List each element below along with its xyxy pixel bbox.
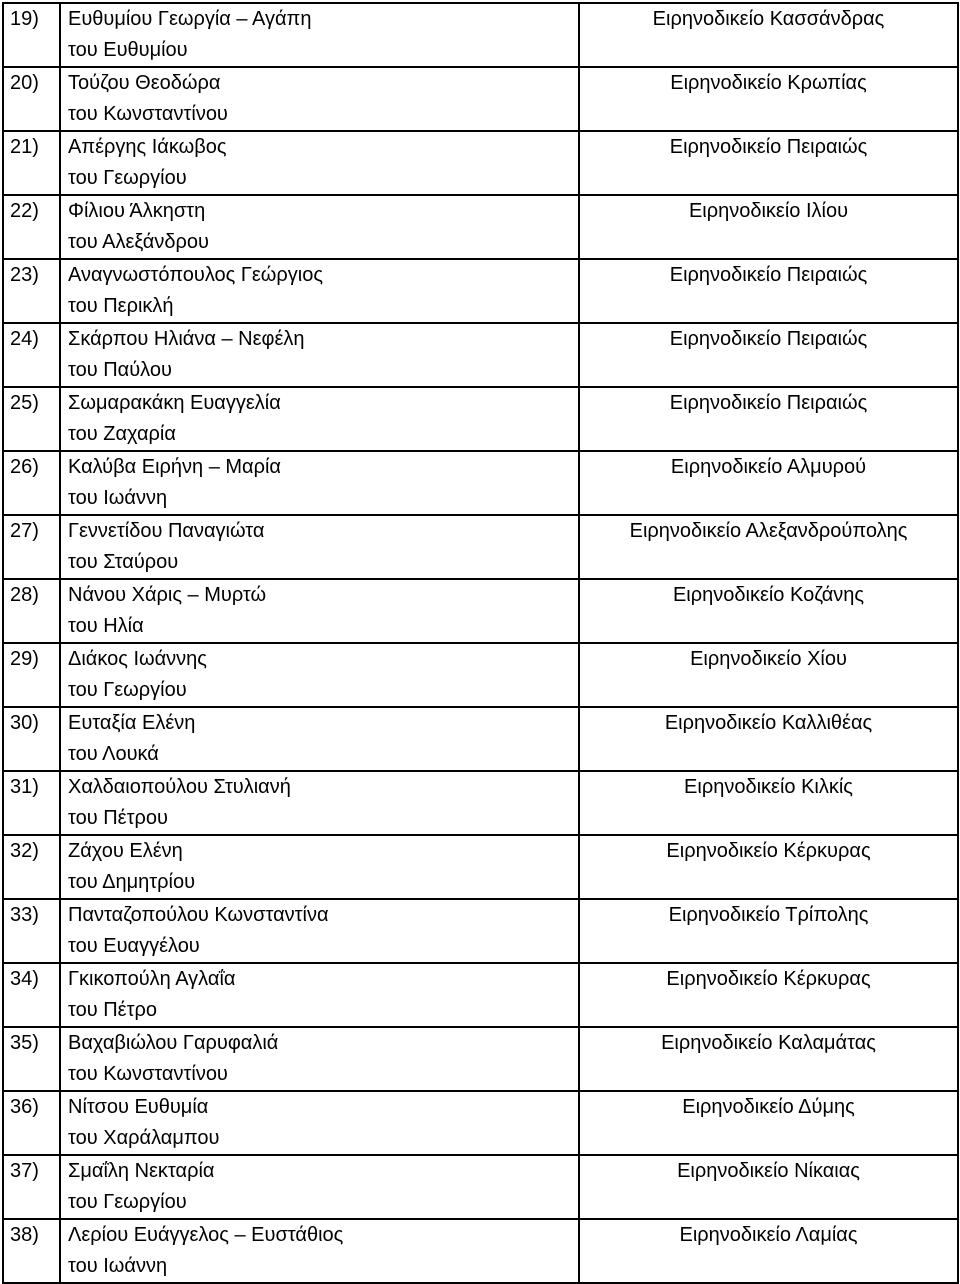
person-name: Σμαΐλη Νεκταρία — [68, 1160, 215, 1182]
table-row — [3, 195, 958, 259]
row-number: 34) — [3, 963, 60, 1027]
person-parent: του Ηλία — [68, 615, 144, 637]
table-row — [3, 899, 958, 963]
table-row — [3, 131, 958, 195]
person-cell — [60, 643, 579, 707]
court-name: Ειρηνοδικείο Χίου — [579, 643, 958, 707]
court-name: Ειρηνοδικείο Πειραιώς — [579, 131, 958, 195]
person-parent: του Περικλή — [68, 295, 174, 317]
person-cell — [60, 707, 579, 771]
table-row — [3, 1219, 958, 1283]
court-name: Ειρηνοδικείο Κρωπίας — [579, 67, 958, 131]
person-cell — [60, 835, 579, 899]
person-cell — [60, 579, 579, 643]
court-name: Ειρηνοδικείο Λαμίας — [579, 1219, 958, 1283]
person-cell — [60, 899, 579, 963]
person-cell — [60, 195, 579, 259]
person-cell — [60, 451, 579, 515]
person-parent: του Κωνσταντίνου — [68, 103, 228, 125]
person-parent: του Πέτρο — [68, 999, 157, 1021]
person-name: Σωμαρακάκη Ευαγγελία — [68, 392, 281, 414]
table-row — [3, 3, 958, 67]
court-name: Ειρηνοδικείο Κέρκυρας — [579, 963, 958, 1027]
court-name: Ειρηνοδικείο Πειραιώς — [579, 387, 958, 451]
person-cell — [60, 1091, 579, 1155]
person-parent: του Αλεξάνδρου — [68, 231, 209, 253]
person-cell — [60, 771, 579, 835]
row-number: 26) — [3, 451, 60, 515]
row-number: 35) — [3, 1027, 60, 1091]
court-name: Ειρηνοδικείο Αλεξανδρούπολης — [579, 515, 958, 579]
row-number: 19) — [3, 3, 60, 67]
court-name: Ειρηνοδικείο Κιλκίς — [579, 771, 958, 835]
table-row — [3, 579, 958, 643]
person-parent: του Γεωργίου — [68, 167, 187, 189]
row-number: 36) — [3, 1091, 60, 1155]
table-row — [3, 835, 958, 899]
court-name: Ειρηνοδικείο Καλλιθέας — [579, 707, 958, 771]
table-row — [3, 67, 958, 131]
person-parent: του Ιωάννη — [68, 1255, 168, 1277]
table-row — [3, 963, 958, 1027]
row-number: 29) — [3, 643, 60, 707]
row-number: 25) — [3, 387, 60, 451]
row-number: 22) — [3, 195, 60, 259]
table-row — [3, 451, 958, 515]
person-parent: του Δημητρίου — [68, 871, 196, 893]
person-parent: του Ευαγγέλου — [68, 935, 200, 957]
person-cell — [60, 963, 579, 1027]
court-name: Ειρηνοδικείο Δύμης — [579, 1091, 958, 1155]
court-name: Ειρηνοδικείο Τρίπολης — [579, 899, 958, 963]
person-name: Φίλιου Άλκηστη — [68, 200, 206, 222]
person-parent: του Ευθυμίου — [68, 39, 188, 61]
court-name: Ειρηνοδικείο Κασσάνδρας — [579, 3, 958, 67]
row-number: 24) — [3, 323, 60, 387]
person-name: Ευθυμίου Γεωργία – Αγάπη — [68, 8, 312, 30]
person-name: Ζάχου Ελένη — [68, 840, 183, 862]
person-parent: του Κωνσταντίνου — [68, 1063, 228, 1085]
row-number: 20) — [3, 67, 60, 131]
person-name: Πανταζοπούλου Κωνσταντίνα — [68, 904, 329, 926]
table-row — [3, 259, 958, 323]
row-number: 31) — [3, 771, 60, 835]
person-parent: του Ιωάννη — [68, 487, 168, 509]
person-name: Βαχαβιώλου Γαρυφαλιά — [68, 1032, 279, 1054]
table-row — [3, 1027, 958, 1091]
person-parent: του Γεωργίου — [68, 1191, 187, 1213]
person-parent: του Σταύρου — [68, 551, 179, 573]
row-number: 23) — [3, 259, 60, 323]
person-name: Απέργης Ιάκωβος — [68, 136, 227, 158]
person-name: Τούζου Θεοδώρα — [68, 72, 221, 94]
court-name: Ειρηνοδικείο Πειραιώς — [579, 323, 958, 387]
person-name: Γεννετίδου Παναγιώτα — [68, 520, 265, 542]
person-cell — [60, 1219, 579, 1283]
table-body — [3, 3, 958, 1283]
person-name: Νίτσου Ευθυμία — [68, 1096, 209, 1118]
table-row — [3, 323, 958, 387]
court-name: Ειρηνοδικείο Αλμυρού — [579, 451, 958, 515]
court-name: Ειρηνοδικείο Ιλίου — [579, 195, 958, 259]
row-number: 28) — [3, 579, 60, 643]
appointments-table — [2, 2, 959, 1284]
table-row — [3, 515, 958, 579]
row-number: 33) — [3, 899, 60, 963]
person-name: Σκάρπου Ηλιάνα – Νεφέλη — [68, 328, 305, 350]
person-cell — [60, 3, 579, 67]
table-row — [3, 643, 958, 707]
row-number: 30) — [3, 707, 60, 771]
person-parent: του Ζαχαρία — [68, 423, 176, 445]
court-name: Ειρηνοδικείο Πειραιώς — [579, 259, 958, 323]
court-name: Ειρηνοδικείο Καλαμάτας — [579, 1027, 958, 1091]
person-cell — [60, 259, 579, 323]
row-number: 38) — [3, 1219, 60, 1283]
row-number: 37) — [3, 1155, 60, 1219]
person-name: Αναγνωστόπουλος Γεώργιος — [68, 264, 323, 286]
person-parent: του Πέτρου — [68, 807, 168, 829]
table-row — [3, 771, 958, 835]
person-cell — [60, 67, 579, 131]
person-name: Καλύβα Ειρήνη – Μαρία — [68, 456, 281, 478]
person-name: Νάνου Χάρις – Μυρτώ — [68, 584, 267, 606]
table-row — [3, 1091, 958, 1155]
court-name: Ειρηνοδικείο Κέρκυρας — [579, 835, 958, 899]
person-name: Διάκος Ιωάννης — [68, 648, 207, 670]
person-cell — [60, 131, 579, 195]
person-cell — [60, 1027, 579, 1091]
person-parent: του Παύλου — [68, 359, 172, 381]
person-cell — [60, 515, 579, 579]
table-row — [3, 1155, 958, 1219]
person-cell — [60, 1155, 579, 1219]
person-cell — [60, 387, 579, 451]
person-parent: του Λουκά — [68, 743, 159, 765]
person-name: Ευταξία Ελένη — [68, 712, 196, 734]
person-name: Γκικοπούλη Αγλαΐα — [68, 968, 236, 990]
person-parent: του Χαράλαμπου — [68, 1127, 220, 1149]
court-name: Ειρηνοδικείο Κοζάνης — [579, 579, 958, 643]
person-parent: του Γεωργίου — [68, 679, 187, 701]
person-name: Λερίου Ευάγγελος – Ευστάθιος — [68, 1224, 344, 1246]
table-row — [3, 707, 958, 771]
row-number: 27) — [3, 515, 60, 579]
court-name: Ειρηνοδικείο Νίκαιας — [579, 1155, 958, 1219]
row-number: 32) — [3, 835, 60, 899]
row-number: 21) — [3, 131, 60, 195]
person-cell — [60, 323, 579, 387]
person-name: Χαλδαιοπούλου Στυλιανή — [68, 776, 291, 798]
table-row — [3, 387, 958, 451]
